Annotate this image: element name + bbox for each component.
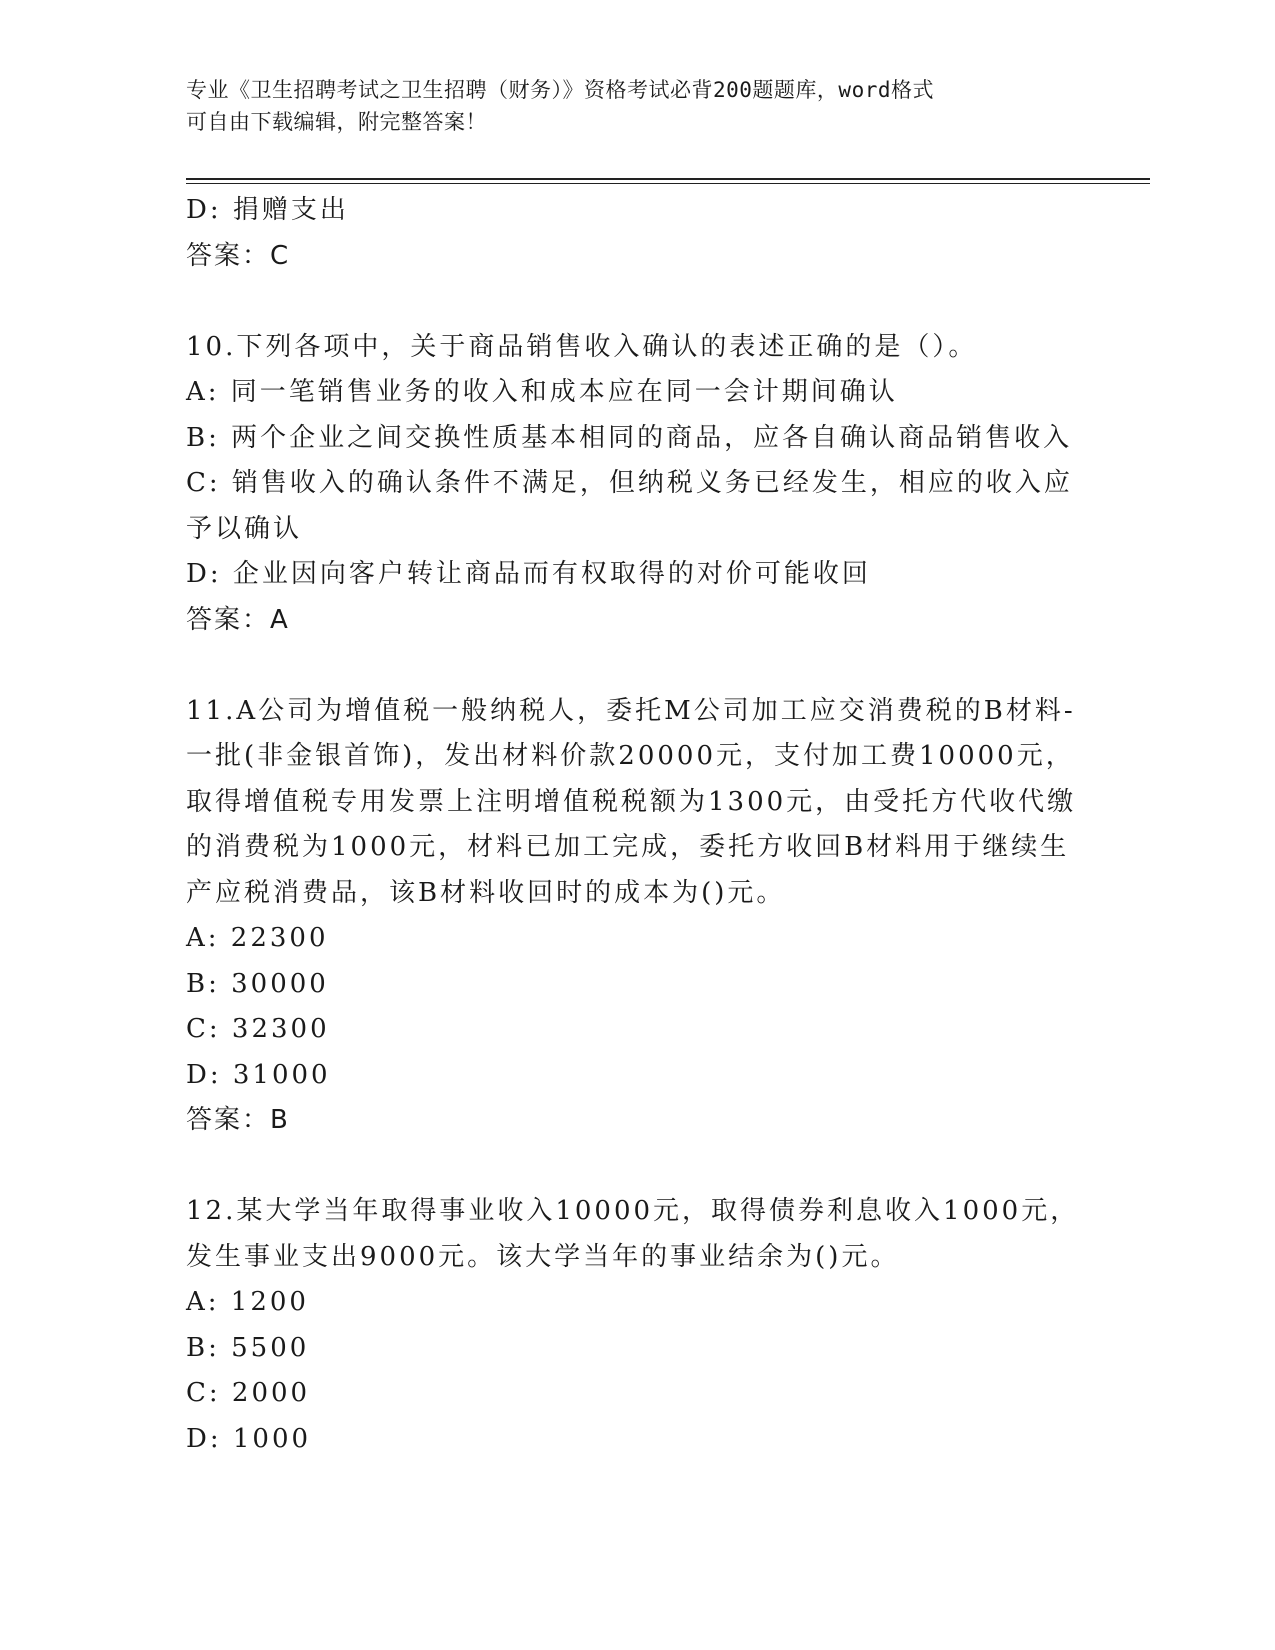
q10-stem: 10.下列各项中，关于商品销售收入确认的表述正确的是（）。: [186, 331, 978, 362]
q9-answer: 答案：C: [186, 240, 291, 271]
header-divider-thin: [186, 183, 1150, 184]
header-line-1: 专业《卫生招聘考试之卫生招聘（财务）》资格考试必背200题题库，word格式: [186, 78, 934, 102]
q12-option-c: C: 2000: [186, 1378, 311, 1408]
q11-stem-line2: 一批(非金银首饰)，发出材料价款20000元，支付加工费10000元，: [186, 741, 1075, 771]
q12-option-d: D: 1000: [186, 1423, 312, 1454]
q10-option-b: B: 两个企业之间交换性质基本相同的商品，应各自确认商品销售收入: [186, 422, 1073, 453]
question-10: [186, 325, 1086, 644]
header-divider-thick: [186, 178, 1150, 180]
q11-option-a: A: 22300: [186, 923, 329, 953]
q11-stem-line5: 产应税消费品，该B材料收回时的成本为()元。: [186, 877, 786, 908]
q10-answer: 答案：A: [186, 604, 290, 635]
header-line-2: 可自由下载编辑，附完整答案！: [186, 110, 487, 134]
q11-option-b: B: 30000: [186, 968, 329, 999]
q11-stem-line1: 11.A公司为增值税一般纳税人，委托M公司加工应交消费税的B材料-: [186, 695, 1076, 726]
spacer: [186, 279, 1086, 325]
question-11: [186, 689, 1086, 1144]
q10-option-c-line1: C: 销售收入的确认条件不满足，但纳税义务已经发生，相应的收入应: [186, 468, 1073, 498]
q12-stem-line2: 发生事业支出9000元。该大学当年的事业结余为()元。: [186, 1241, 900, 1272]
q9-option-d: D: 捐赠支出: [186, 195, 349, 225]
q11-stem-line3: 取得增值税专用发票上注明增值税税额为1300元，由受托方代收代缴: [186, 786, 1077, 817]
q11-stem-line4: 的消费税为1000元，材料已加工完成，委托方收回B材料用于继续生: [186, 832, 1070, 862]
q12-stem-line1: 12.某大学当年取得事业收入10000元，取得债券利息收入1000元，: [186, 1196, 1080, 1226]
document-header: [186, 74, 1086, 138]
question-12: [186, 1189, 1086, 1462]
q11-option-c: C: 32300: [186, 1014, 330, 1044]
question-content: [186, 188, 1086, 1462]
q10-option-c-line2: 予以确认: [186, 513, 303, 544]
spacer: [186, 643, 1086, 689]
q11-option-d: D: 31000: [186, 1059, 331, 1090]
q12-option-b: B: 5500: [186, 1332, 310, 1363]
q10-option-a: A: 同一笔销售业务的收入和成本应在同一会计期间确认: [186, 377, 898, 407]
spacer: [186, 1144, 1086, 1190]
q12-option-a: A: 1200: [186, 1287, 309, 1317]
question-9-tail: [186, 188, 1086, 279]
q11-answer: 答案：B: [186, 1105, 290, 1135]
q10-option-d: D: 企业因向客户转让商品而有权取得的对价可能收回: [186, 559, 871, 589]
